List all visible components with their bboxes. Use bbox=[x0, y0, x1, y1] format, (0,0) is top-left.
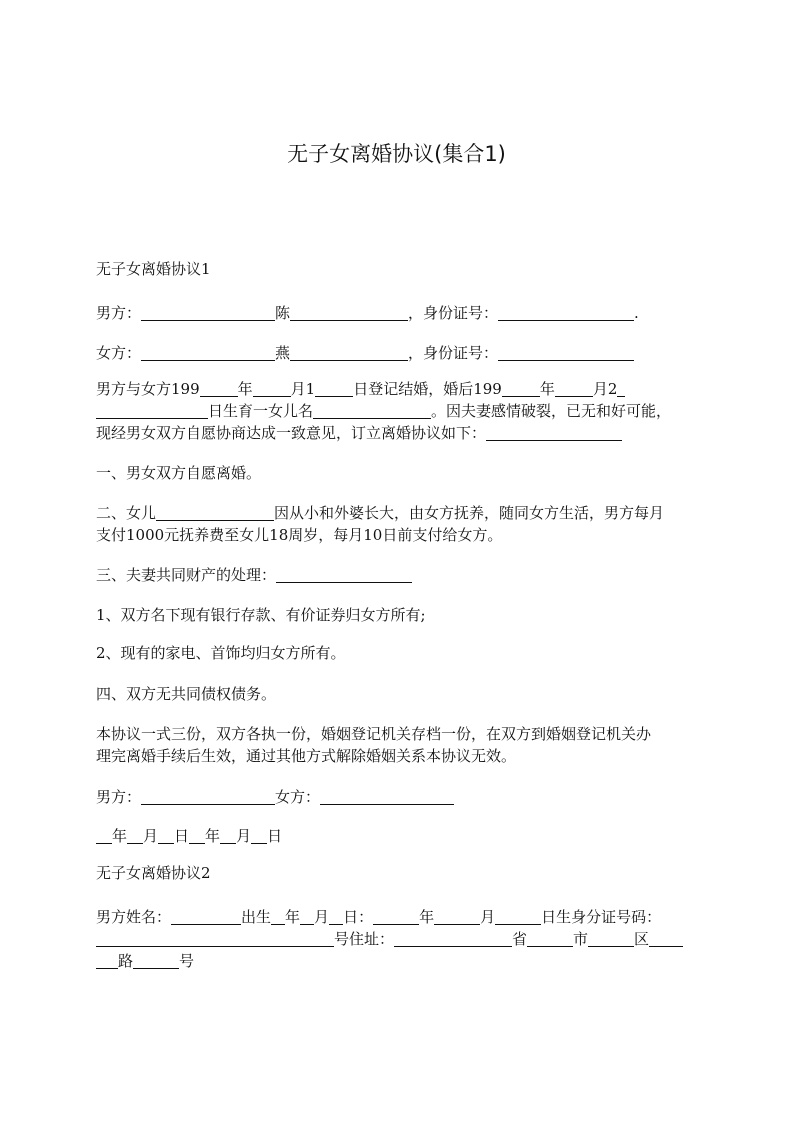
date-day-blank-1[interactable] bbox=[158, 825, 174, 844]
agreement-2-heading: 无子女离婚协议2 bbox=[96, 864, 211, 882]
reg-day-input[interactable] bbox=[495, 906, 541, 925]
clause-3: 三、夫妻共同财产的处理： bbox=[96, 564, 700, 586]
male-info-paragraph: 男方姓名： 出生 年 月 日： 年 月 日生身分证号码： 号住址： 省 市 区 路 号 bbox=[96, 906, 700, 972]
birth-day-input[interactable] bbox=[329, 906, 343, 925]
marriage-month-blank[interactable] bbox=[253, 378, 291, 397]
road-number-input[interactable] bbox=[133, 950, 179, 969]
item-1: 1、双方名下现有银行存款、有价证券归女方所有; bbox=[96, 606, 426, 624]
birth-day-blank-b[interactable] bbox=[96, 400, 208, 419]
male-name-input[interactable] bbox=[171, 906, 241, 925]
male-signature-blank[interactable] bbox=[141, 786, 275, 805]
city-input[interactable] bbox=[588, 928, 634, 947]
clause-4: 四、双方无共同债权债务。 bbox=[96, 685, 277, 703]
item-2: 2、现有的家电、首饰均归女方所有。 bbox=[96, 644, 346, 662]
male-name-blank[interactable] bbox=[290, 302, 408, 321]
district-input-b[interactable] bbox=[96, 950, 118, 969]
birth-month-blank[interactable] bbox=[555, 378, 593, 397]
female-party-line: 女方： 燕 ，身份证号： bbox=[96, 342, 700, 364]
province-input[interactable] bbox=[527, 928, 573, 947]
birth-month-input[interactable] bbox=[300, 906, 314, 925]
agreement-1-heading: 无子女离婚协议1 bbox=[96, 260, 211, 278]
marriage-paragraph: 男方与女方199 年 月1 日登记结婚，婚后199 年 月2 日生育一女儿名 。因夫妻感情破裂，已无和好可能， 现经男女双方自愿协商达成一致意见，订立离婚协议如下： bbox=[96, 380, 672, 442]
property-blank[interactable] bbox=[276, 564, 412, 583]
female-id-blank[interactable] bbox=[498, 342, 634, 361]
male-id-blank[interactable] bbox=[498, 302, 634, 321]
male-surname-blank[interactable] bbox=[141, 302, 275, 321]
date-year-blank-1[interactable] bbox=[96, 825, 112, 844]
date-day-blank-2[interactable] bbox=[251, 825, 267, 844]
id-number-input[interactable] bbox=[96, 928, 334, 947]
birth-year-blank[interactable] bbox=[502, 378, 540, 397]
agreement-blank[interactable] bbox=[486, 422, 622, 441]
date-month-blank-2[interactable] bbox=[220, 825, 236, 844]
daughter-name-blank[interactable] bbox=[313, 400, 431, 419]
marriage-year-blank[interactable] bbox=[200, 378, 238, 397]
document-title: 无子女离婚协议(集合1) bbox=[287, 142, 506, 166]
female-signature-blank[interactable] bbox=[320, 786, 454, 805]
final-clause: 本协议一式三份，双方各执一份，婚姻登记机关存档一份，在双方到婚姻登记机关办 理完离婚手续后生效，通过其他方式解除婚姻关系本协议无效。 bbox=[96, 725, 652, 765]
signature-line: 男方： 女方： bbox=[96, 786, 700, 808]
district-input-a[interactable] bbox=[649, 928, 683, 947]
birth-day-blank-a[interactable] bbox=[617, 378, 625, 397]
reg-month-input[interactable] bbox=[434, 906, 480, 925]
date-year-blank-2[interactable] bbox=[189, 825, 205, 844]
date-month-blank-1[interactable] bbox=[127, 825, 143, 844]
address-input[interactable] bbox=[394, 928, 512, 947]
daughter-name-blank-2[interactable] bbox=[156, 502, 274, 521]
female-name-blank[interactable] bbox=[290, 342, 408, 361]
birth-year-input[interactable] bbox=[271, 906, 285, 925]
male-party-line: 男方： 陈 ，身份证号： . bbox=[96, 304, 639, 322]
marriage-day-blank[interactable] bbox=[315, 378, 353, 397]
clause-2: 二、女儿 因从小和外婆长大，由女方抚养，随同女方生活，男方每月 支付1000元抚养费至女儿18周岁，每月10日前支付给女方。 bbox=[96, 504, 665, 544]
reg-year-input[interactable] bbox=[373, 906, 419, 925]
clause-1: 一、男女双方自愿离婚。 bbox=[96, 464, 262, 482]
date-line: 年 月 日 年 月 日 bbox=[96, 825, 700, 847]
female-surname-blank[interactable] bbox=[141, 342, 275, 361]
